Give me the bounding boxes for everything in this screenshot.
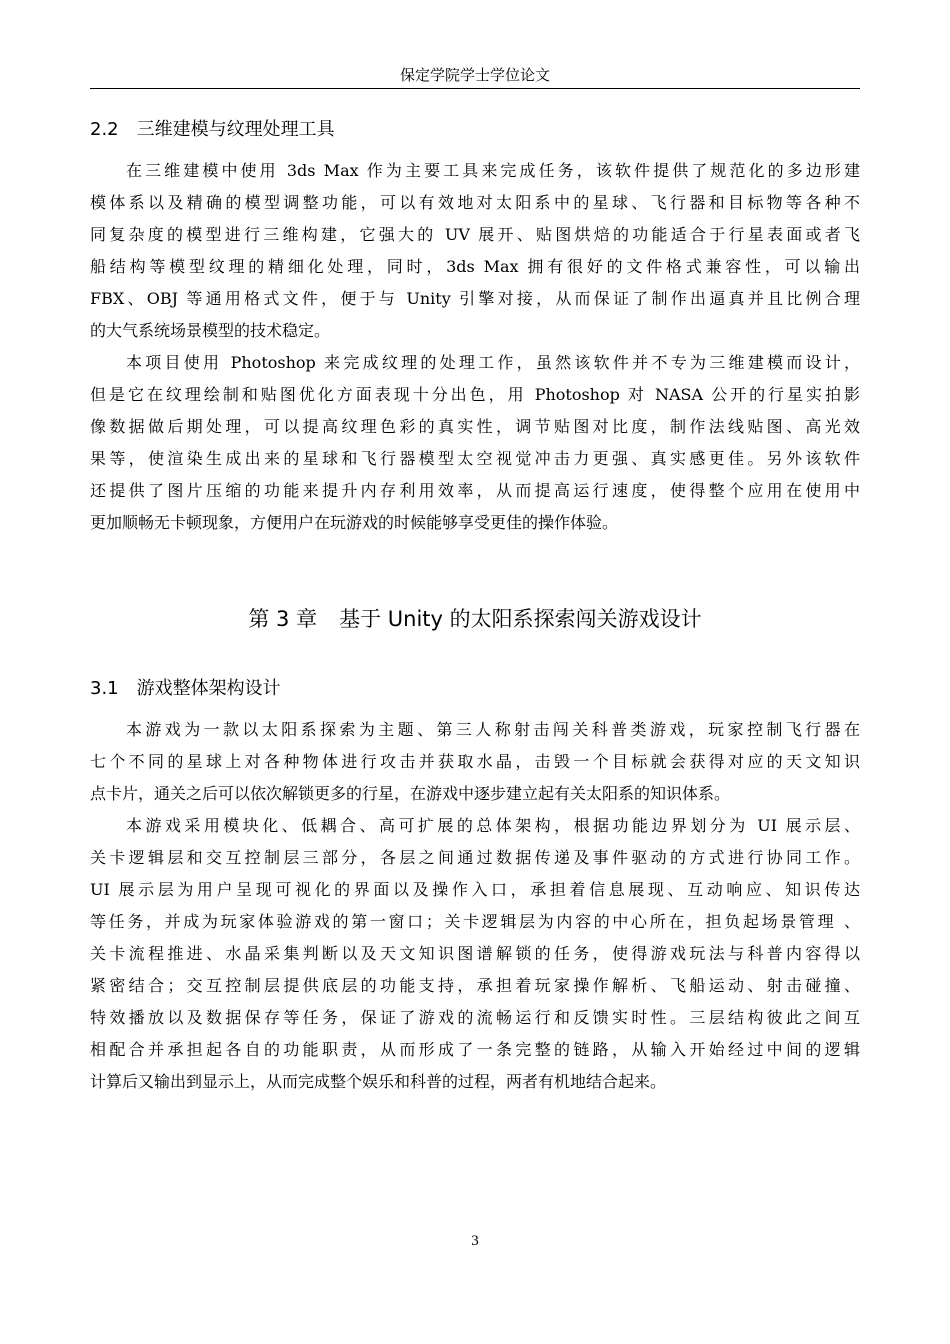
text-line: 关卡流程推进、水晶采集判断以及天文知识图谱解锁的任务，使得游戏玩法与科普内容得以 (90, 944, 860, 963)
chapter-title: 基于 Unity 的太阳系探索闯关游戏设计 (339, 607, 702, 631)
text-line: 本游戏为一款以太阳系探索为主题、第三人称射击闯关科普类游戏，玩家控制飞行器在 (126, 720, 860, 739)
text-line: 但是它在纹理绘制和贴图优化方面表现十分出色，用 Photoshop 对 NASA 公开的行星实拍影 (90, 385, 860, 404)
text-line: 七个不同的星球上对各种物体进行攻击并获取水晶，击毁一个目标就会获得对应的天文知识 (90, 752, 860, 771)
chapter-heading-3 (90, 604, 860, 634)
text-line: 在三维建模中使用 3ds Max 作为主要工具来完成任务，该软件提供了规范化的多边形建 (126, 161, 860, 180)
paragraph-photoshop (90, 347, 860, 539)
paragraph-3ds-max (90, 155, 860, 347)
text-line: 船结构等模型纹理的精细化处理，同时，3ds Max 拥有很好的文件格式兼容性，可以输出 (90, 257, 860, 276)
text-line: 本游戏采用模块化、低耦合、高可扩展的总体架构，根据功能边界划分为 UI 展示层、 (126, 816, 860, 835)
text-line: UI 展示层为用户呈现可视化的界面以及操作入口，承担着信息展现、互动响应、知识传达 (90, 880, 860, 899)
section-number: 3.1 (90, 678, 119, 699)
text-line: FBX、OBJ 等通用格式文件，便于与 Unity 引擎对接，从而保证了制作出逼真并且比例合理 (90, 289, 860, 308)
section-heading-3-1 (90, 676, 281, 702)
chapter-number: 第 3 章 (248, 607, 318, 631)
text-line: 紧密结合；交互控制层提供底层的功能支持，承担着玩家操作解析、飞船运动、射击碰撞、 (90, 976, 860, 995)
text-line: 还提供了图片压缩的功能来提升内存利用效率，从而提高运行速度，使得整个应用在使用中 (90, 481, 860, 500)
paragraph-architecture (90, 810, 860, 1098)
text-line: 点卡片，通关之后可以依次解锁更多的行星，在游戏中逐步建立起有关太阳系的知识体系。 (90, 784, 731, 803)
section-title: 游戏整体架构设计 (136, 678, 281, 699)
section-number: 2.2 (90, 119, 119, 140)
running-header: 保定学院学士学位论文 (90, 62, 860, 89)
text-line: 像数据做后期处理，可以提高纹理色彩的真实性，调节贴图对比度，制作法线贴图、高光效 (90, 417, 860, 436)
page-number: 3 (471, 1233, 479, 1249)
text-line: 关卡逻辑层和交互控制层三部分，各层之间通过数据传递及事件驱动的方式进行协同工作。 (90, 848, 860, 867)
section-heading-2-2 (90, 117, 335, 143)
text-line: 特效播放以及数据保存等任务，保证了游戏的流畅运行和反馈实时性。三层结构彼此之间互 (90, 1008, 860, 1027)
text-line: 等任务，并成为玩家体验游戏的第一窗口；关卡逻辑层为内容的中心所在，担负起场景管理 、 (90, 912, 860, 931)
text-line: 同复杂度的模型进行三维构建，它强大的 UV 展开、贴图烘焙的功能适合于行星表面或者飞 (90, 225, 860, 244)
text-line: 更加顺畅无卡顿现象，方便用户在玩游戏的时候能够享受更佳的操作体验。 (90, 513, 619, 532)
text-line: 果等，使渲染生成出来的星球和飞行器模型太空视觉冲击力更强、真实感更佳。另外该软件 (90, 449, 860, 468)
text-line: 的大气系统场景模型的技术稳定。 (90, 321, 331, 340)
text-line: 本项目使用 Photoshop 来完成纹理的处理工作，虽然该软件并不专为三维建模而设计， (126, 353, 860, 372)
section-title: 三维建模与纹理处理工具 (136, 119, 335, 140)
text-line: 相配合并承担起各自的功能职责，从而形成了一条完整的链路，从输入开始经过中间的逻辑 (90, 1040, 860, 1059)
paragraph-game-intro (90, 714, 860, 810)
text-line: 计算后又输出到显示上，从而完成整个娱乐和科普的过程，两者有机地结合起来。 (90, 1072, 667, 1091)
text-line: 模体系以及精确的模型调整功能，可以有效地对太阳系中的星球、飞行器和目标物等各种不 (90, 193, 860, 212)
